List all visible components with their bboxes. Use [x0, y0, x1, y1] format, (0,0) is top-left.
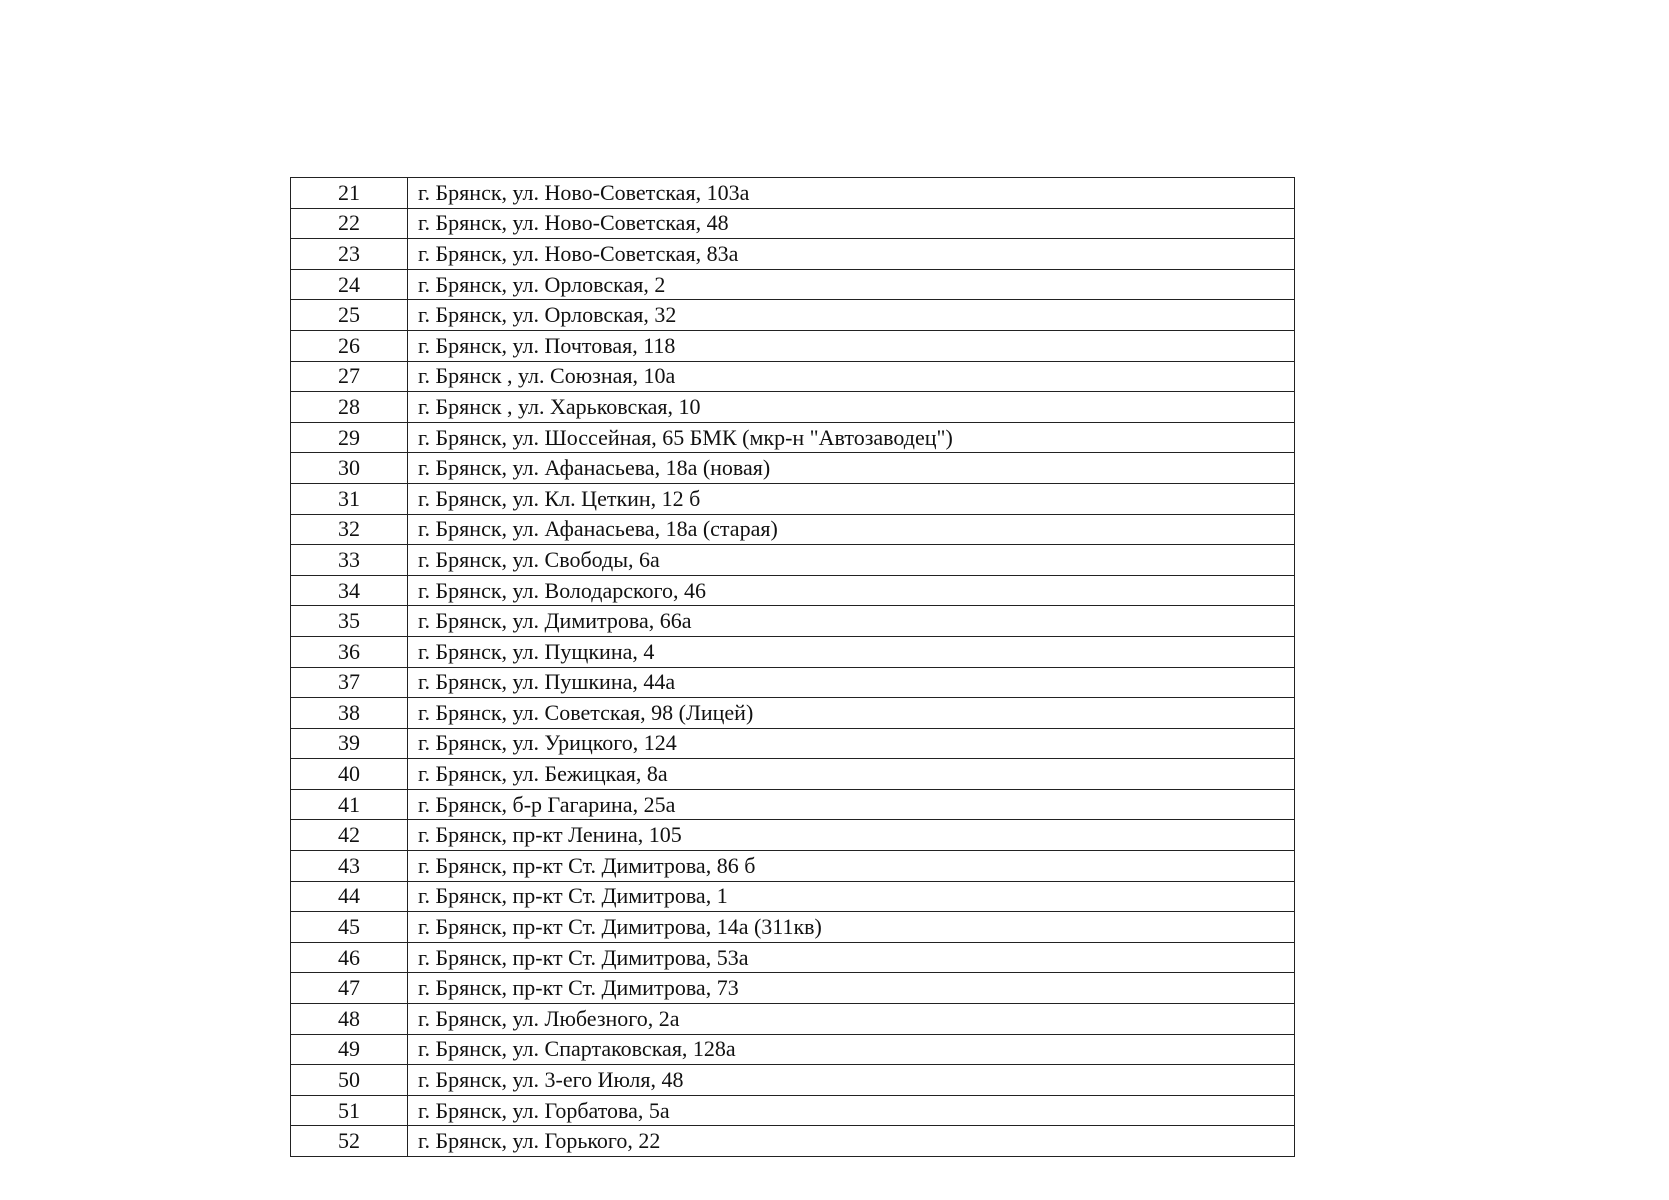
- row-number: 23: [291, 239, 408, 270]
- table-row: [291, 636, 1295, 667]
- address-cell: г. Брянск, ул. Афанасьева, 18а (новая): [408, 453, 1295, 484]
- row-number: 43: [291, 851, 408, 882]
- row-number: 46: [291, 942, 408, 973]
- row-number: 42: [291, 820, 408, 851]
- address-cell: г. Брянск, пр-кт Ст. Димитрова, 53а: [408, 942, 1295, 973]
- row-number: 33: [291, 545, 408, 576]
- address-table-body: [291, 178, 1295, 1157]
- address-cell: г. Брянск, ул. Шоссейная, 65 БМК (мкр-н "Автозаводец"): [408, 422, 1295, 453]
- row-number: 44: [291, 881, 408, 912]
- row-number: 38: [291, 698, 408, 729]
- row-number: 51: [291, 1095, 408, 1126]
- address-cell: г. Брянск, ул. Любезного, 2а: [408, 1004, 1295, 1035]
- table-row: [291, 178, 1295, 209]
- row-number: 21: [291, 178, 408, 209]
- address-cell: г. Брянск, пр-кт Ст. Димитрова, 86 б: [408, 851, 1295, 882]
- table-row: [291, 973, 1295, 1004]
- address-cell: г. Брянск, ул. Почтовая, 118: [408, 330, 1295, 361]
- address-cell: г. Брянск, ул. Орловская, 2: [408, 269, 1295, 300]
- address-cell: г. Брянск, б-р Гагарина, 25а: [408, 789, 1295, 820]
- table-row: [291, 851, 1295, 882]
- table-row: [291, 698, 1295, 729]
- table-row: [291, 1126, 1295, 1157]
- row-number: 32: [291, 514, 408, 545]
- table-row: [291, 545, 1295, 576]
- table-row: [291, 1034, 1295, 1065]
- address-cell: г. Брянск, ул. Димитрова, 66а: [408, 606, 1295, 637]
- row-number: 31: [291, 483, 408, 514]
- table-row: [291, 392, 1295, 423]
- row-number: 30: [291, 453, 408, 484]
- address-cell: г. Брянск, ул. Урицкого, 124: [408, 728, 1295, 759]
- address-cell: г. Брянск, ул. Советская, 98 (Лицей): [408, 698, 1295, 729]
- address-cell: г. Брянск, ул. Пущкина, 4: [408, 636, 1295, 667]
- address-cell: г. Брянск, ул. 3-его Июля, 48: [408, 1065, 1295, 1096]
- table-row: [291, 239, 1295, 270]
- table-row: [291, 789, 1295, 820]
- row-number: 39: [291, 728, 408, 759]
- table-row: [291, 942, 1295, 973]
- row-number: 48: [291, 1004, 408, 1035]
- table-row: [291, 1004, 1295, 1035]
- table-row: [291, 361, 1295, 392]
- address-cell: г. Брянск , ул. Харьковская, 10: [408, 392, 1295, 423]
- address-cell: г. Брянск, пр-кт Ленина, 105: [408, 820, 1295, 851]
- address-cell: г. Брянск, ул. Спартаковская, 128а: [408, 1034, 1295, 1065]
- row-number: 25: [291, 300, 408, 331]
- address-cell: г. Брянск , ул. Союзная, 10а: [408, 361, 1295, 392]
- row-number: 47: [291, 973, 408, 1004]
- row-number: 41: [291, 789, 408, 820]
- address-cell: г. Брянск, ул. Володарского, 46: [408, 575, 1295, 606]
- row-number: 29: [291, 422, 408, 453]
- address-cell: г. Брянск, ул. Ново-Советская, 48: [408, 208, 1295, 239]
- address-cell: г. Брянск, пр-кт Ст. Димитрова, 14а (311кв): [408, 912, 1295, 943]
- address-cell: г. Брянск, пр-кт Ст. Димитрова, 1: [408, 881, 1295, 912]
- row-number: 52: [291, 1126, 408, 1157]
- table-row: [291, 912, 1295, 943]
- table-row: [291, 820, 1295, 851]
- table-row: [291, 300, 1295, 331]
- table-row: [291, 269, 1295, 300]
- table-row: [291, 881, 1295, 912]
- row-number: 35: [291, 606, 408, 637]
- table-row: [291, 728, 1295, 759]
- row-number: 28: [291, 392, 408, 423]
- address-cell: г. Брянск, ул. Афанасьева, 18а (старая): [408, 514, 1295, 545]
- table-row: [291, 422, 1295, 453]
- row-number: 45: [291, 912, 408, 943]
- row-number: 49: [291, 1034, 408, 1065]
- address-cell: г. Брянск, ул. Горького, 22: [408, 1126, 1295, 1157]
- table-row: [291, 667, 1295, 698]
- address-cell: г. Брянск, ул. Ново-Советская, 103а: [408, 178, 1295, 209]
- table-row: [291, 759, 1295, 790]
- table-row: [291, 1095, 1295, 1126]
- row-number: 34: [291, 575, 408, 606]
- address-cell: г. Брянск, ул. Орловская, 32: [408, 300, 1295, 331]
- row-number: 22: [291, 208, 408, 239]
- row-number: 40: [291, 759, 408, 790]
- address-cell: г. Брянск, ул. Кл. Цеткин, 12 б: [408, 483, 1295, 514]
- table-row: [291, 453, 1295, 484]
- row-number: 27: [291, 361, 408, 392]
- row-number: 36: [291, 636, 408, 667]
- table-row: [291, 330, 1295, 361]
- address-cell: г. Брянск, ул. Пушкина, 44а: [408, 667, 1295, 698]
- row-number: 26: [291, 330, 408, 361]
- address-cell: г. Брянск, пр-кт Ст. Димитрова, 73: [408, 973, 1295, 1004]
- table-row: [291, 514, 1295, 545]
- table-row: [291, 208, 1295, 239]
- table-row: [291, 1065, 1295, 1096]
- table-row: [291, 606, 1295, 637]
- row-number: 24: [291, 269, 408, 300]
- address-cell: г. Брянск, ул. Ново-Советская, 83а: [408, 239, 1295, 270]
- row-number: 50: [291, 1065, 408, 1096]
- address-cell: г. Брянск, ул. Бежицкая, 8а: [408, 759, 1295, 790]
- row-number: 37: [291, 667, 408, 698]
- address-cell: г. Брянск, ул. Свободы, 6а: [408, 545, 1295, 576]
- address-cell: г. Брянск, ул. Горбатова, 5а: [408, 1095, 1295, 1126]
- table-row: [291, 575, 1295, 606]
- table-row: [291, 483, 1295, 514]
- address-table: [290, 177, 1295, 1157]
